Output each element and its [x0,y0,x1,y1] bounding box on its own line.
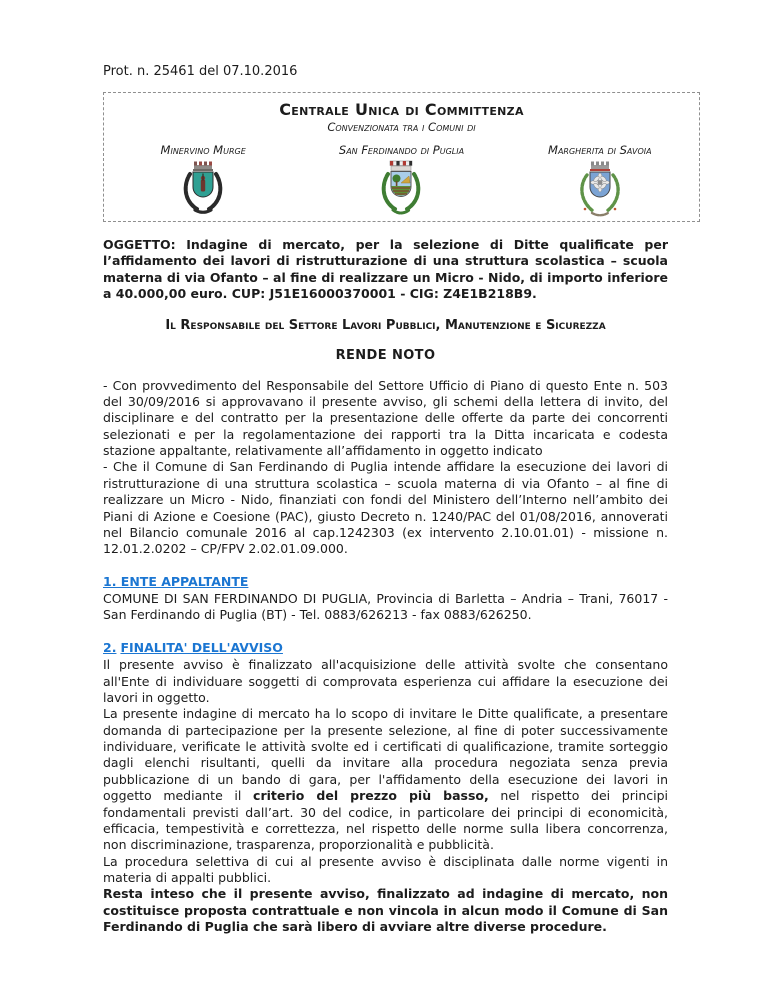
comune-label: Margherita di Savoia [548,143,652,157]
section-2-paragraph-3: La procedura selettiva di cui al presente avviso è disciplinata dalle norme vigenti in materia di appalti pubblici. [103,853,668,886]
crest-san-ferdinando-icon [375,159,427,219]
paragraph-text: La presente indagine di mercato ha lo scopo di invitare le Ditte qualificate, a presentare domanda di partecipazione per la presente selezione, al fine di poter successivamente individuare, verificate le attività svolte ed i certificati di qualificazione, tramite sorteggio dagli elenchi risultanti, quelli da invitare alla procedura negoziata senza previa pubblicazione di un bando di gara, per l'affidamento della esecuzione dei lavori in oggetto mediante il [103,706,668,804]
protocol-line: Prot. n. 25461 del 07.10.2016 [103,64,298,79]
rende-noto-line: RENDE NOTO [335,347,436,363]
comune-san-ferdinando-di-puglia [302,143,500,225]
criterio-prezzo-piu-basso-emphasis: criterio del prezzo più basso, [253,788,489,804]
section-2-paragraph-1: Il presente avviso è finalizzato all'acquisizione delle attività svolte che consentano all'Ente di individuare soggetti di comprovata esperienza cui affidare la esecuzione dei lavori in oggetto. [103,657,668,705]
comuni-row [104,143,699,225]
comune-minervino-murge [104,143,302,225]
section-1-heading-link[interactable]: 1. ENTE APPALTANTE [103,573,249,589]
section-2-title-link[interactable]: FINALITA' DELL'AVVISO [120,639,283,655]
section-2-paragraph-2 [103,706,668,853]
section-1-heading[interactable] [103,574,668,590]
comune-label: San Ferdinando di Puglia [338,143,465,157]
crest-margherita-di-savoia-icon [571,159,629,221]
section-2-paragraph-4-bold: Resta inteso che il presente avviso, finalizzato ad indagine di mercato, non costituisce proposta contrattuale e non vincola in alcun modo il Comune di San Ferdinando di Puglia che sarà libero di avviare altre diverse procedure. [103,886,668,935]
paragraph-text: nel rispetto dei principi fondamentali previsti dall’art. 30 del codice, in particolare dei principi di economicità, efficacia, tempestività e correttezza, nel rispetto delle norme sulla libera concorrenza, non discriminazione, trasparenza, proporzionalità e pubblicità. [103,788,668,853]
premise-paragraph-1: - Con provvedimento del Responsabile del Settore Ufficio di Piano di questo Ente n. 503 del 30/09/2016 si approvavano il presente avviso, gli schemi della lettera di invito, del disciplinare e del contratto per la presentazione delle offerte da parte dei concorrenti selezionati e per la regolamentazione dei rapporti tra la Ditta incaricata e codesta stazione appaltante, relativamente all’affidamento in oggetto indicato [103,377,668,459]
comune-margherita-di-savoia [501,143,699,225]
premise-block [103,378,668,558]
crest-minervino-murge-icon [177,159,229,219]
comune-label: Minervino Murge [160,143,246,157]
section-2-number-link[interactable]: 2. [103,639,117,655]
section-1-body: COMUNE DI SAN FERDINANDO DI PUGLIA, Provincia di Barletta – Andria – Trani, 76017 - San Ferdinando di Puglia (BT) - Tel. 0883/626213 - fax 0883/626250. [103,591,668,623]
header-subtitle: Convenzionata tra i Comuni di [327,120,476,134]
section-ente-appaltante [103,574,668,624]
premise-paragraph-2: - Che il Comune di San Ferdinando di Puglia intende affidare la esecuzione dei lavori di ristrutturazione di una struttura scolastica – scuola materna di via Ofanto – al fine di realizzare un Micro - Nido, finanziati con fondi del Ministero dell’Interno nell’ambito dei Piani di Azione e Coesione (PAC), giusto Decreto n. 1240/PAC del 01/08/2016, annoverati nel Bilancio comunale 2016 al cap.1242303 (ex intervento 2.10.01.01) - missione n. 12.01.2.0202 – CP/FPV 2.02.01.09.000. [103,459,668,557]
oggetto-paragraph: OGGETTO: Indagine di mercato, per la selezione di Ditte qualificate per l’affidamento dei lavori di ristrutturazione di una struttura scolastica – scuola materna di via Ofanto – al fine di realizzare un Micro - Nido, di importo inferiore a 40.000,00 euro. CUP: J51E16000370001 - CIG: Z4E1B218B9. [103,237,668,302]
header-box [103,92,700,222]
section-2-heading[interactable] [103,640,668,656]
responsabile-line: Il Responsabile del Settore Lavori Pubblici, Manutenzione e Sicurezza [165,317,606,333]
section-finalita-avviso [103,640,668,936]
header-title: Centrale Unica di Committenza [279,100,524,119]
